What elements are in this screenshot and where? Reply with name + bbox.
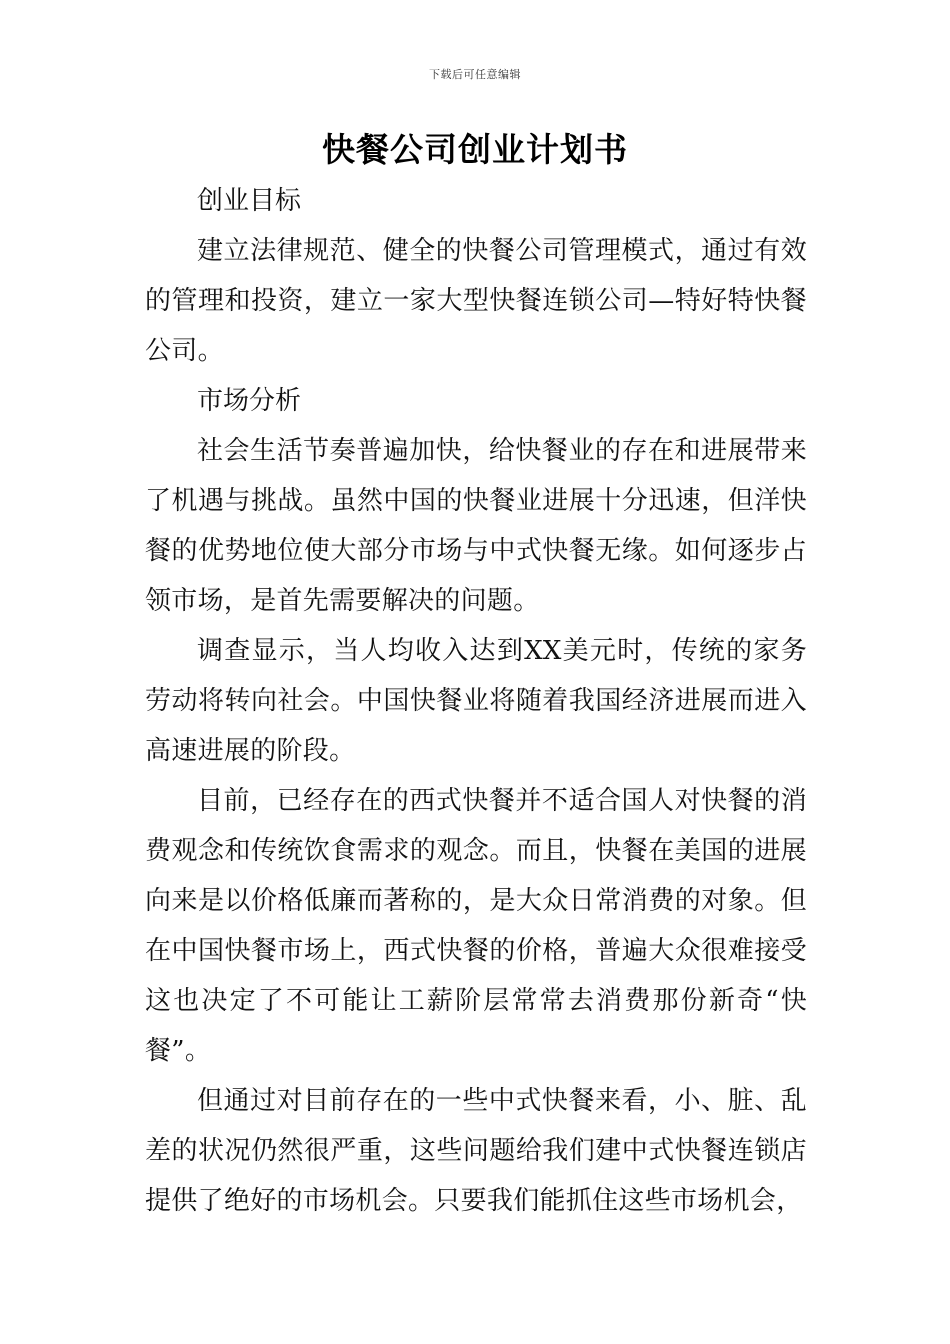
paragraph-market-1: 社会生活节奏普遍加快，给快餐业的存在和进展带来了机遇与挑战。虽然中国的快餐业进展十分迅速，但洋快餐的优势地位使大部分市场与中式快餐无缘。如何逐步占领市场，是首先需要解决的问题。 — [145, 436, 807, 616]
paragraph-market-3: 目前，已经存在的西式快餐并不适合国人对快餐的消费观念和传统饮食需求的观念。而且，快餐在美国的进展向来是以价格低廉而著称的，是大众日常消费的对象。但在中国快餐市场上，西式快餐的价格，普遍大众很难接受这也决定了不可能让工薪阶层常常去消费那份新奇“快餐”。 — [145, 786, 807, 1066]
paragraph-market-4: 但通过对目前存在的一些中式快餐来看，小、脏、乱差的状况仍然很严重，这些问题给我们建中式快餐连锁店提供了绝好的市场机会。只要我们能抓住这些市场机会， — [145, 1086, 807, 1216]
document-title: 快餐公司创业计划书 — [322, 130, 628, 169]
section-heading-market: 市场分析 — [197, 386, 302, 416]
paragraph-market-2: 调查显示，当人均收入达到XX美元时，传统的家务劳动将转向社会。中国快餐业将随着我国经济进展而进入高速进展的阶段。 — [145, 636, 807, 766]
section-heading-goal: 创业目标 — [197, 186, 302, 216]
page-header-note: 下载后可任意编辑 — [429, 68, 521, 81]
paragraph-goal: 建立法律规范、健全的快餐公司管理模式，通过有效的管理和投资，建立一家大型快餐连锁公司—特好特快餐公司。 — [145, 236, 807, 366]
document-body — [145, 176, 807, 1226]
